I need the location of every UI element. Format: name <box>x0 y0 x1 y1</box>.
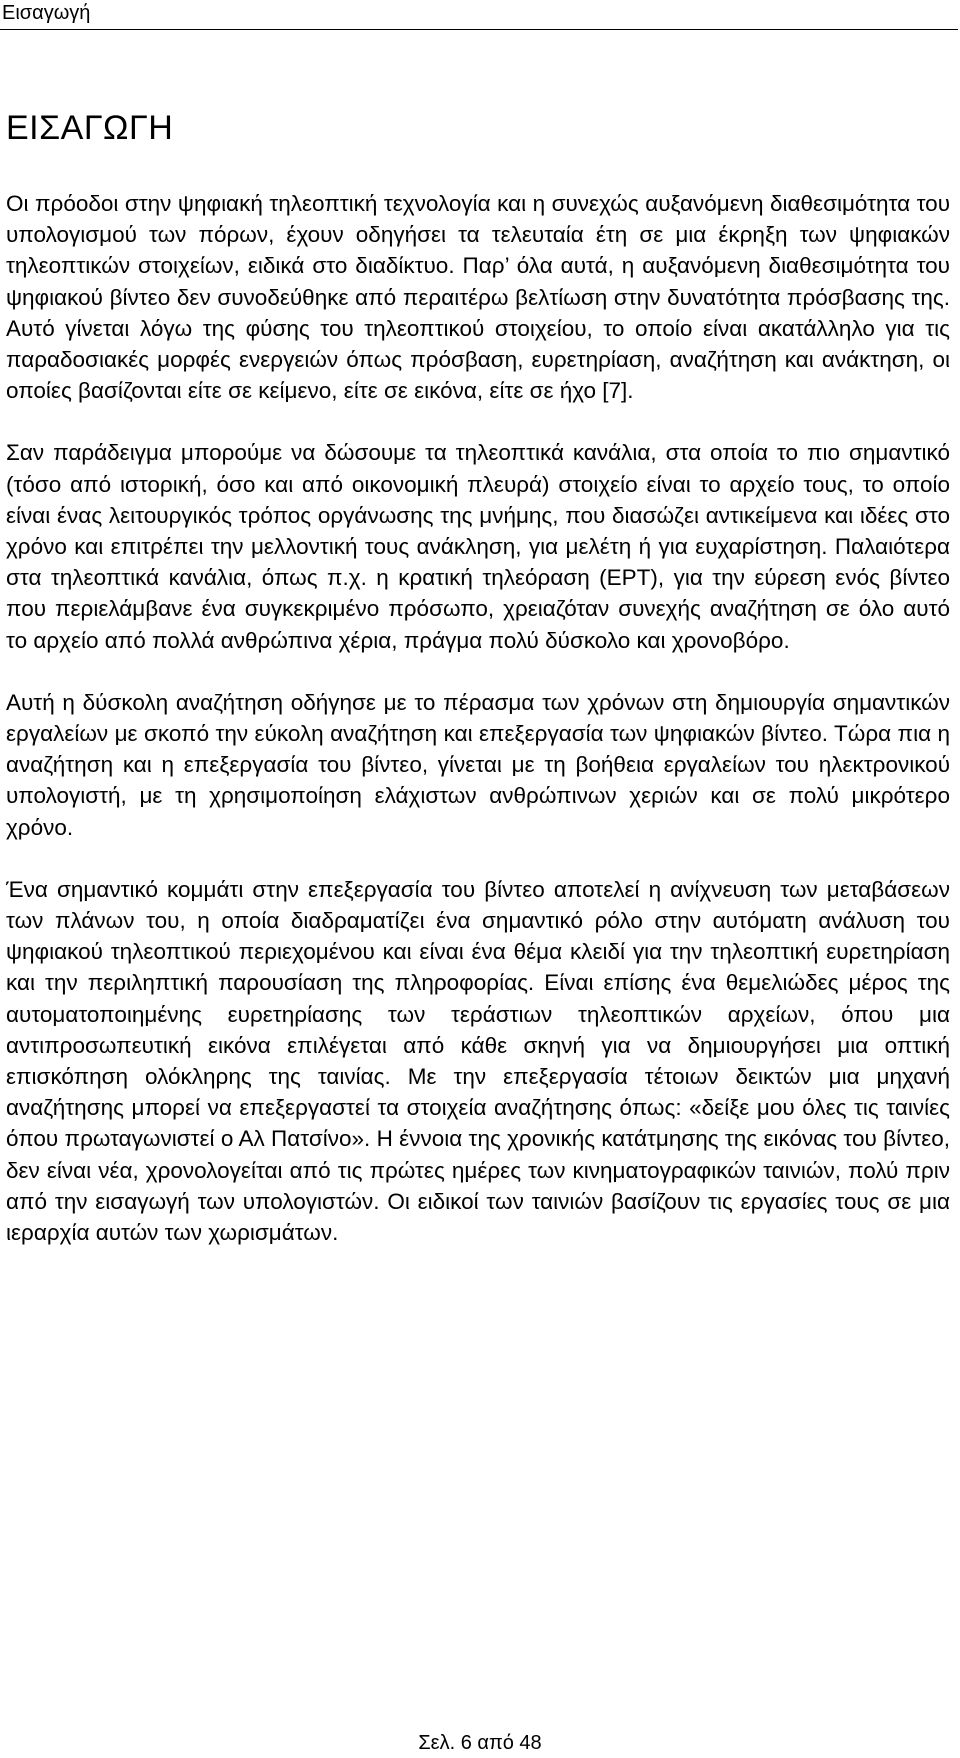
paragraph-1: Οι πρόοδοι στην ψηφιακή τηλεοπτική τεχνολογία και η συνεχώς αυξανόμενη διαθεσιμότητα του υπολογισμού των πόρων, έχουν οδηγήσει τα τελευταία έτη σε μια έκρηξη των ψηφιακών τηλεοπτικών στοιχείων, ειδικά στο διαδίκτυο. Παρ’ όλα αυτά, η αυξανόμενη διαθεσιμότητα του ψηφιακού βίντεο δεν συνοδεύθηκε από περαιτέρω βελτίωση στην δυνατότητα πρόσβασης της. Αυτό γίνεται λόγω της φύσης του τηλεοπτικού στοιχείου, το οποίο είναι ακατάλληλο για τις παραδοσιακές μορφές ενεργειών όπως πρόσβαση, ευρετηρίαση, αναζήτηση και ανάκτηση, οι οποίες βασίζονται είτε σε κείμενο, είτε σε εικόνα, είτε σε ήχο [7]. <box>6 191 950 404</box>
page-number: Σελ. 6 από 48 <box>418 1732 542 1754</box>
body-text <box>6 188 950 1279</box>
paragraph-3: Αυτή η δύσκολη αναζήτηση οδήγησε με το πέρασμα των χρόνων στη δημιουργία σημαντικών εργαλείων με σκοπό την εύκολη αναζήτηση και επεξεργασία των ψηφιακών βίντεο. Τώρα πια η αναζήτηση και η επεξεργασία του βίντεο, γίνεται με τη βοήθεια εργαλείων του ηλεκτρονικού υπολογιστή, με τη χρησιμοποίηση ελάχιστων ανθρώπινων χεριών και σε πολύ μικρότερο χρόνο. <box>6 689 950 840</box>
page-footer <box>0 1730 960 1756</box>
section-title: ΕΙΣΑΓΩΓΗ <box>6 109 174 147</box>
running-header <box>0 0 958 30</box>
paragraph-4: Ένα σημαντικό κομμάτι στην επεξεργασία του βίντεο αποτελεί η ανίχνευση των μεταβάσεων των πλάνων του, η οποία διαδραματίζει ένα σημαντικό ρόλο στην αυτόματη ανάλυση του ψηφιακού τηλεοπτικού περιεχομένου και είναι ένα θέμα κλειδί για την τηλεοπτική ευρετηρίαση και την περιληπτική παρουσίαση της πληροφορίας. Είναι επίσης ένα θεμελιώδες μέρος της αυτοματοποιημένης ευρετηρίασης των τεράστιων τηλεοπτικών αρχείων, όπου μια αντιπροσωπευτική εικόνα επιλέγεται από κάθε σκηνή για να δημιουργήσει μια οπτική επισκόπηση ολόκληρης της ταινίας. Με την επεξεργασία τέτοιων δεικτών μια μηχανή αναζήτησης μπορεί να επεξεργαστεί τα στοιχεία αναζήτησης όπως: «δείξε μου όλες τις ταινίες όπου πρωταγωνιστεί ο Αλ Πατσίνο». Η έννοια της χρονικής κατάτμησης της εικόνας του βίντεο, δεν είναι νέα, χρονολογείται από τις πρώτες ημέρες των κινηματογραφικών ταινιών, πολύ πριν από την εισαγωγή των υπολογιστών. Οι ειδικοί των ταινιών βασίζουν τις εργασίες τους σε μια ιεραρχία αυτών των χωρισμάτων. <box>6 876 950 1246</box>
running-header-title: Εισαγωγή <box>2 2 91 24</box>
paragraph-2: Σαν παράδειγμα μπορούμε να δώσουμε τα τηλεοπτικά κανάλια, στα οποία το πιο σημαντικό (τόσο από ιστορική, όσο και από οικονομική πλευρά) στοιχείο είναι το αρχείο τους, το οποίο είναι ένας λειτουργικός τρόπος οργάνωσης της μνήμης, που διασώζει αντικείμενα και ιδέες στο χρόνο και επιτρέπει την μελλοντική τους ανάκληση, για μελέτη ή για ευχαρίστηση. Παλαιότερα στα τηλεοπτικά κανάλια, όπως π.χ. η κρατική τηλεόραση (ΕΡΤ), για την εύρεση ενός βίντεο που περιελάμβανε ένα συγκεκριμένο πρόσωπο, χρειαζόταν συνεχής αναζήτηση σε όλο αυτό το αρχείο από πολλά ανθρώπινα χέρια, πράγμα πολύ δύσκολο και χρονοβόρο. <box>6 440 950 653</box>
